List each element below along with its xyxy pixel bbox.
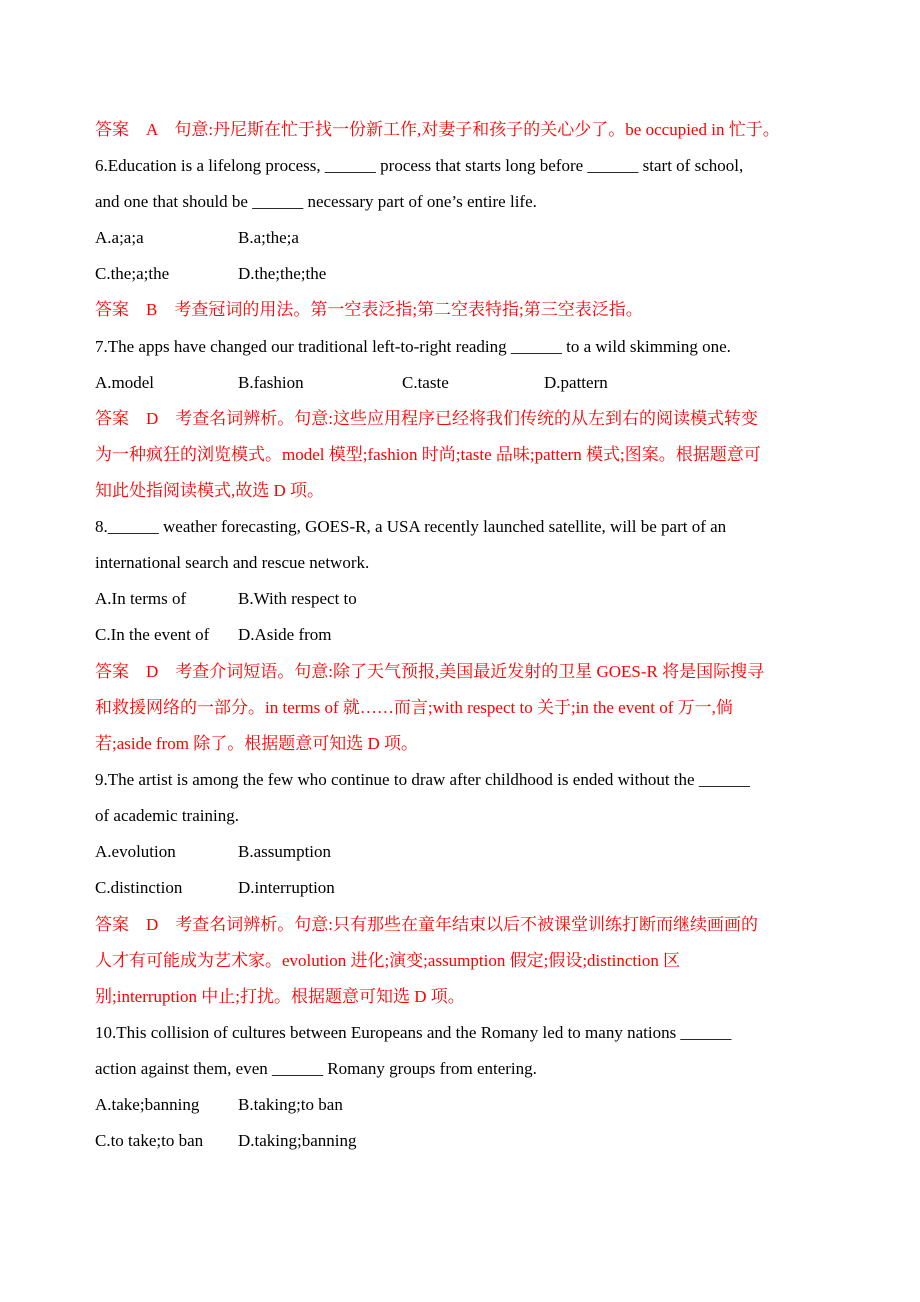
question-9-line-2: of academic training. — [95, 806, 239, 825]
option-d: D.pattern — [544, 373, 608, 392]
option-b: B.assumption — [238, 842, 332, 861]
question-9-options-row-1 — [95, 834, 855, 870]
question-9-line-1: 9.The artist is among the few who continue to draw after childhood is ended without the ______ — [95, 770, 750, 789]
question-10-line-2: action against them, even ______ Romany groups from entering. — [95, 1059, 537, 1078]
option-b: B.With respect to — [238, 589, 357, 608]
question-8-options-row-1 — [95, 581, 855, 617]
question-8-options-row-2 — [95, 617, 855, 653]
answer-5: 答案 A 句意:丹尼斯在忙于找一份新工作,对妻子和孩子的关心少了。be occupied in 忙于。 — [95, 120, 780, 139]
option-a: A.evolution — [95, 842, 176, 861]
option-b: B.a;the;a — [238, 228, 299, 247]
option-c: C.to take;to ban — [95, 1131, 204, 1150]
option-b: B.taking;to ban — [238, 1095, 343, 1114]
option-a: A.In terms of — [95, 589, 187, 608]
option-c: C.distinction — [95, 878, 183, 897]
question-6-line-2: and one that should be ______ necessary part of one’s entire life. — [95, 192, 537, 211]
option-a: A.model — [95, 373, 155, 392]
option-d: D.the;the;the — [238, 264, 327, 283]
question-8-line-1: 8.______ weather forecasting, GOES-R, a USA recently launched satellite, will be part of an — [95, 517, 727, 536]
answer-8-line-2: 和救援网络的一部分。in terms of 就……而言;with respect to 关于;in the event of 万一,倘 — [95, 698, 733, 717]
question-7-line-1: 7.The apps have changed our traditional left-to-right reading ______ to a wild skimming one. — [95, 337, 731, 356]
option-a: A.a;a;a — [95, 228, 144, 247]
question-10-options-row-1 — [95, 1087, 855, 1123]
answer-7-line-1: 答案 D 考查名词辨析。句意:这些应用程序已经将我们传统的从左到右的阅读模式转变 — [95, 409, 758, 428]
question-6-options-row-1 — [95, 220, 855, 256]
question-9-options-row-2 — [95, 870, 855, 906]
option-c: C.the;a;the — [95, 264, 170, 283]
answer-7-line-3: 知此处指阅读模式,故选 D 项。 — [95, 481, 325, 500]
question-6-line-1: 6.Education is a lifelong process, ______ process that starts long before ______ start of school, — [95, 156, 744, 175]
answer-9-line-3: 别;interruption 中止;打扰。根据题意可知选 D 项。 — [95, 987, 465, 1006]
question-10-line-1: 10.This collision of cultures between Europeans and the Romany led to many nations ______ — [95, 1023, 732, 1042]
question-7-options — [95, 365, 855, 401]
answer-8-line-1: 答案 D 考查介词短语。句意:除了天气预报,美国最近发射的卫星 GOES-R 将是国际搜寻 — [95, 662, 765, 681]
answer-7-line-2: 为一种疯狂的浏览模式。model 模型;fashion 时尚;taste 品味;pattern 模式;图案。根据题意可 — [95, 445, 761, 464]
option-d: D.interruption — [238, 878, 335, 897]
option-a: A.take;banning — [95, 1095, 200, 1114]
question-10-options-row-2 — [95, 1123, 855, 1159]
option-d: D.Aside from — [238, 625, 332, 644]
option-c: C.In the event of — [95, 625, 210, 644]
question-8-line-2: international search and rescue network. — [95, 553, 370, 572]
answer-9-line-2: 人才有可能成为艺术家。evolution 进化;演变;assumption 假定;假设;distinction 区 — [95, 951, 681, 970]
option-c: C.taste — [402, 373, 449, 392]
answer-8-line-3: 若;aside from 除了。根据题意可知选 D 项。 — [95, 734, 418, 753]
question-6-options-row-2 — [95, 256, 855, 292]
option-d: D.taking;banning — [238, 1131, 357, 1150]
answer-6: 答案 B 考查冠词的用法。第一空表泛指;第二空表特指;第三空表泛指。 — [95, 300, 643, 319]
answer-9-line-1: 答案 D 考查名词辨析。句意:只有那些在童年结束以后不被课堂训练打断而继续画画的 — [95, 915, 758, 934]
option-b: B.fashion — [238, 373, 304, 392]
